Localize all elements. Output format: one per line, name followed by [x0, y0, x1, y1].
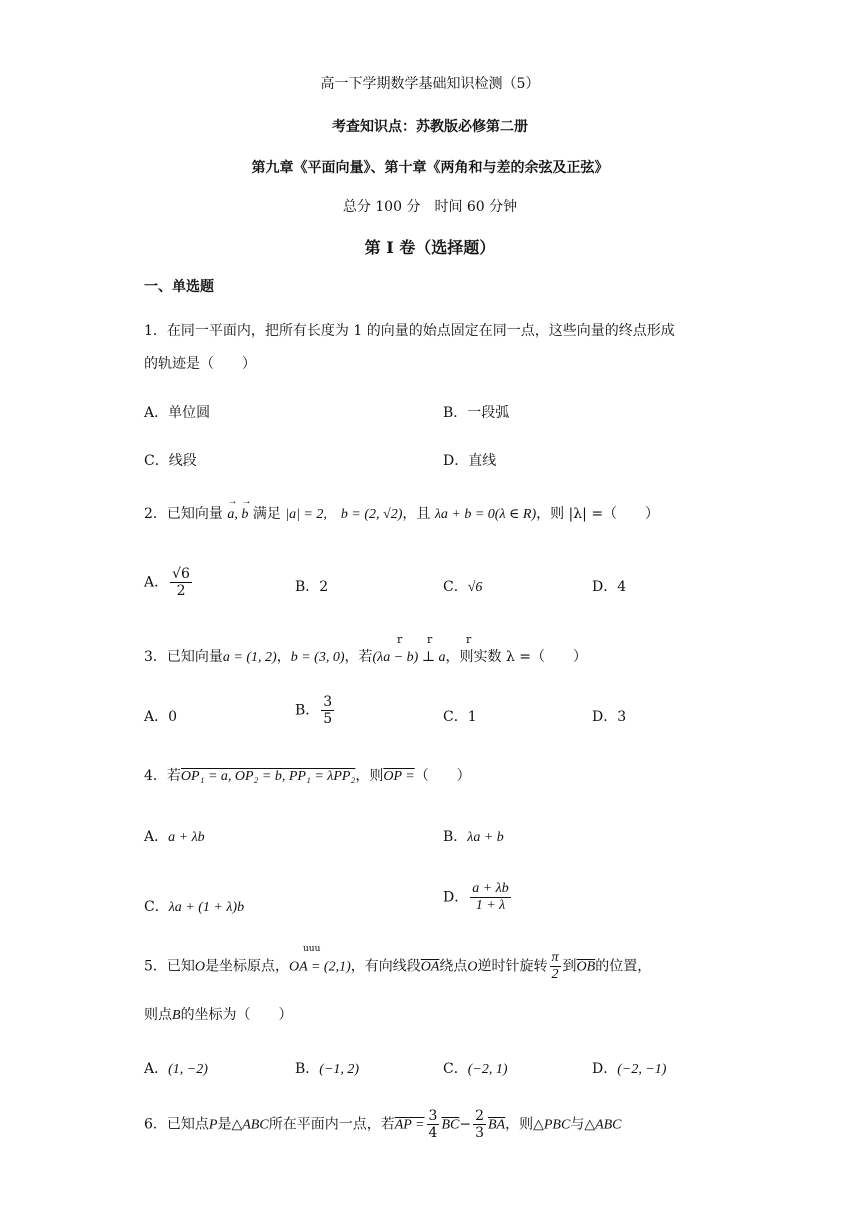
volume-heading: 第 I 卷（选择题）	[364, 238, 496, 257]
q4-option-b: B．λa + b	[443, 829, 504, 845]
q5-option-d: D．(−2, −1)	[592, 1061, 667, 1077]
q2-equation: λa + b = 0(λ ∈ R)	[434, 507, 537, 522]
q1-option-b: B．一段弧	[443, 405, 510, 421]
q5-stem-line1: 5．已知O是坐标原点，OA = (2,1)，有向线段$\overline{OA}$绕点O逆时针旋转 $\frac{\pi}{2}$ 到$\overline{OB}$的位置，	[144, 950, 652, 983]
section-heading: 一、单选题	[144, 279, 214, 295]
q2-option-c: C．√6	[443, 579, 483, 595]
q3-option-a: A．0	[144, 709, 178, 725]
q3-mark-1: r	[397, 633, 403, 646]
q1-option-d: D．直线	[443, 453, 497, 469]
q4-option-c: C．λa + (1 + λ)b	[144, 899, 245, 915]
q3-stem: 3．已知向量a = (1, 2)，b = (3, 0)，若(λa − b) ⊥ a，则实数 λ =（ ）	[144, 649, 588, 665]
q3-option-c: C．1	[443, 709, 477, 725]
q1-option-a: A．单位圆	[144, 405, 211, 421]
q5-option-c: C．(−2, 1)	[443, 1061, 508, 1077]
chapters-line: 第九章《平面向量》、第十章《两角和与差的余弦及正弦》	[251, 160, 609, 176]
q3-option-d: D．3	[592, 709, 627, 725]
knowledge-line: 考查知识点：苏教版必修第二册	[332, 119, 528, 135]
q5-option-a: A．(1, −2)	[144, 1061, 208, 1077]
q2-stem: 2．已知向量 → a, → b 满足 |a| = 2, b = (2, √2)，且 λa + b = 0(λ ∈ R)，则 |λ| =（ ）	[144, 503, 659, 523]
q4-option-d: D． $\frac{a + \lambda b}{1 + \lambda}$	[443, 881, 509, 914]
doc-title: 高一下学期数学基础知识检测（5）	[320, 76, 540, 92]
q2-condition: |a| = 2, b = (2, √2)	[285, 507, 403, 522]
q2-option-b: B．2	[295, 579, 329, 595]
score-time: 总分 100 分 时间 60 分钟	[342, 199, 518, 215]
q1-stem-line1: 1．在同一平面内，把所有长度为 1 的向量的始点固定在同一点，这些向量的终点形成	[144, 323, 675, 339]
q2-option-a: A． $\frac{√6}{2}$	[144, 566, 190, 600]
q6-stem-line1: 6．已知点P是△ABC所在平面内一点，若AP = $\frac{3}{4}$ $\overline{BC}-$ $\frac{2}{3}$ $\overline{BA}$，则△PBC与△ABC	[144, 1108, 622, 1142]
q1-option-c: C．线段	[144, 453, 197, 469]
q2-option-d: D．4	[592, 579, 627, 595]
q5-uuu-mark: uuu	[303, 944, 321, 954]
q5-stem-line2: 则点B的坐标为（ ）	[144, 1007, 293, 1023]
q1-stem-line2: 的轨迹是（ ）	[144, 356, 256, 372]
q3-option-b: B． $\frac{3}{5}$	[295, 694, 333, 728]
q3-mark-3: r	[466, 633, 472, 646]
q5-option-b: B．(−1, 2)	[295, 1061, 360, 1077]
q4-stem: 4．若OP₁ = a, OP₂ = b, PP₁ = λPP₂，则OP =（ ）	[144, 768, 471, 784]
q3-mark-2: r	[427, 633, 433, 646]
q4-option-a: A．a + λb	[144, 829, 205, 845]
